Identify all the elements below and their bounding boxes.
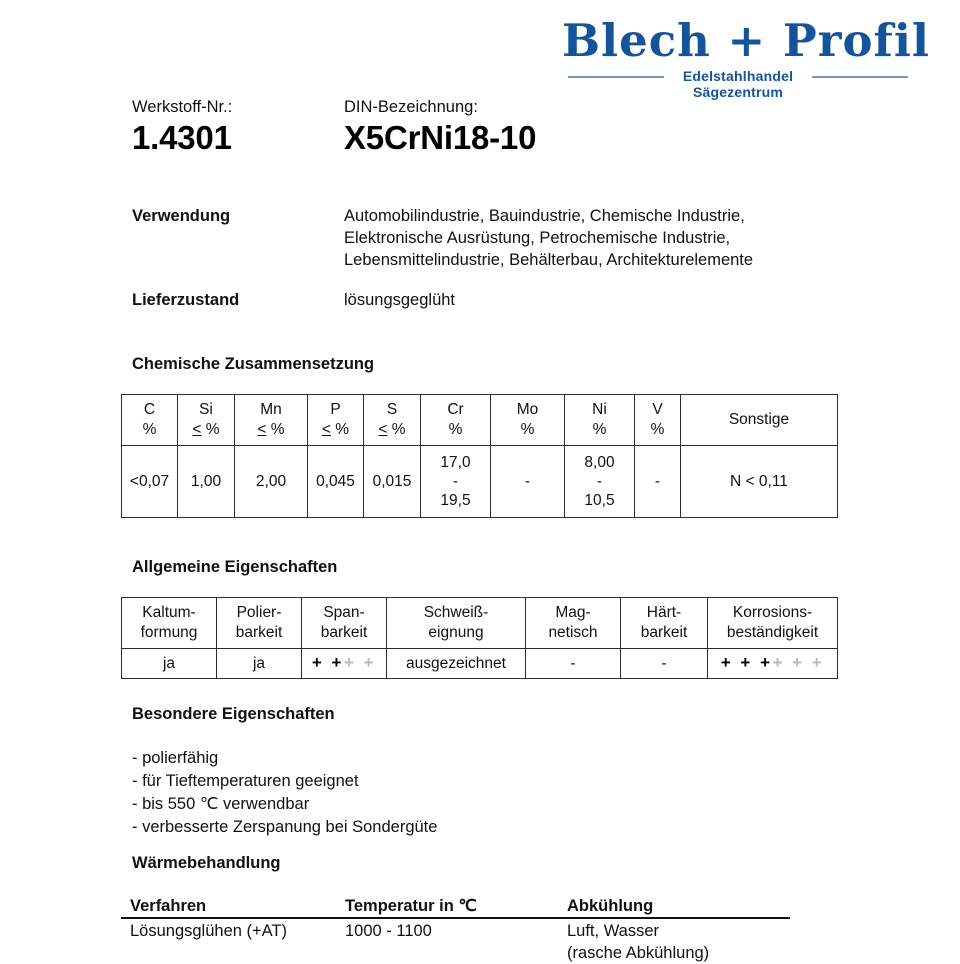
value-schweisseignung: ausgezeichnet bbox=[387, 649, 526, 679]
value-verfahren: Lösungsglühen (+AT) bbox=[130, 922, 287, 940]
spanbarkeit-rating-filled: + + bbox=[311, 653, 344, 672]
col-header-polierbarkeit: Polier- barkeit bbox=[217, 598, 302, 649]
spanbarkeit-rating-empty: + + bbox=[344, 653, 377, 672]
heat-treatment-header-row bbox=[130, 895, 830, 917]
value-ni: 8,00 - 10,5 bbox=[565, 446, 635, 518]
logo-rule-right bbox=[812, 76, 908, 78]
le-sign-si: < bbox=[192, 421, 202, 438]
din-bezeichnung-value: X5CrNi18-10 bbox=[344, 119, 537, 156]
waermebehandlung-heading: Wärmebehandlung bbox=[132, 854, 281, 872]
col-header-schweisseignung: Schweiß- eignung bbox=[387, 598, 526, 649]
korrosion-rating-empty: + + + bbox=[772, 653, 825, 672]
identification-values bbox=[132, 118, 852, 158]
col-header-haertbarkeit: Härt- barkeit bbox=[621, 598, 708, 649]
value-temperatur: 1000 - 1100 bbox=[345, 922, 432, 940]
value-abkuehlung bbox=[567, 920, 830, 964]
value-cr: 17,0 - 19,5 bbox=[421, 446, 491, 518]
value-haertbarkeit: - bbox=[621, 649, 708, 679]
list-item: - verbesserte Zerspanung bei Sondergüte bbox=[132, 818, 438, 836]
heat-treatment-table bbox=[130, 895, 830, 964]
identification-labels bbox=[132, 96, 852, 118]
list-item: - für Tieftemperaturen geeignet bbox=[132, 772, 359, 790]
col-header-si: Si < % bbox=[178, 395, 235, 446]
le-sign-c: < bbox=[129, 472, 139, 490]
col-header-v: V % bbox=[635, 395, 681, 446]
lieferzustand-value: lösungsgeglüht bbox=[344, 291, 456, 309]
verwendung-line-3: Lebensmittelindustrie, Behälterbau, Architekturelemente bbox=[344, 251, 754, 269]
verwendung-row bbox=[132, 205, 852, 271]
col-header-magnetisch: Mag- netisch bbox=[526, 598, 621, 649]
le-sign-mn: < bbox=[257, 421, 267, 438]
value-sonstige: N < 0,11 bbox=[681, 446, 838, 518]
logo-wordmark: Blech + Profil bbox=[562, 14, 931, 67]
col-header-sonstige: Sonstige bbox=[681, 395, 838, 446]
value-mo: - bbox=[491, 446, 565, 518]
werkstoff-nr-label: Werkstoff-Nr.: bbox=[132, 98, 233, 116]
value-abkuehlung-line-2: (rasche Abkühlung) bbox=[567, 944, 710, 962]
value-abkuehlung-line-1: Luft, Wasser bbox=[567, 922, 659, 940]
value-p: 0,045 bbox=[308, 446, 364, 518]
col-header-mn: Mn < % bbox=[235, 395, 308, 446]
werkstoff-nr-value: 1.4301 bbox=[132, 119, 232, 156]
properties-header-row bbox=[122, 598, 838, 649]
col-header-temperatur: Temperatur in ℃ bbox=[345, 897, 477, 915]
verwendung-value bbox=[344, 205, 852, 271]
table-row bbox=[130, 917, 830, 964]
besondere-eigenschaften-heading: Besondere Eigenschaften bbox=[132, 705, 335, 723]
logo-rule-left bbox=[568, 76, 664, 78]
le-sign-s: < bbox=[378, 421, 388, 438]
value-kaltumformung: ja bbox=[122, 649, 217, 679]
logo-subtitle-line-1: Edelstahlhandel bbox=[682, 68, 794, 84]
value-spanbarkeit bbox=[302, 649, 387, 679]
lieferzustand-row bbox=[132, 289, 852, 311]
heat-treatment-header-rule bbox=[121, 917, 790, 919]
value-c: <0,07 bbox=[122, 446, 178, 518]
verwendung-line-1: Automobilindustrie, Bauindustrie, Chemische Industrie, bbox=[344, 207, 745, 225]
din-bezeichnung-label: DIN-Bezeichnung: bbox=[344, 98, 478, 116]
identification-block bbox=[132, 96, 852, 158]
value-mn: 2,00 bbox=[235, 446, 308, 518]
verwendung-line-2: Elektronische Ausrüstung, Petrochemische Industrie, bbox=[344, 229, 731, 247]
col-header-ni: Ni % bbox=[565, 395, 635, 446]
chemical-header-row bbox=[122, 395, 838, 446]
verwendung-label: Verwendung bbox=[132, 207, 231, 225]
col-header-verfahren: Verfahren bbox=[130, 897, 207, 915]
list-item: - bis 550 ℃ verwendbar bbox=[132, 795, 310, 813]
le-sign-p: < bbox=[321, 421, 331, 438]
col-header-korrosionsbestaendigkeit: Korrosions- beständigkeit bbox=[708, 598, 838, 649]
col-header-mo: Mo % bbox=[491, 395, 565, 446]
value-s: 0,015 bbox=[364, 446, 421, 518]
logo-subtitle-line-2: Sägezentrum bbox=[692, 84, 784, 100]
col-header-spanbarkeit: Span- barkeit bbox=[302, 598, 387, 649]
chemical-composition-table bbox=[121, 394, 838, 518]
chemische-zusammensetzung-heading: Chemische Zusammensetzung bbox=[132, 355, 375, 373]
list-item: - polierfähig bbox=[132, 749, 219, 767]
col-header-abkuehlung: Abkühlung bbox=[567, 897, 654, 915]
lieferzustand-label: Lieferzustand bbox=[132, 291, 240, 309]
properties-value-row bbox=[122, 649, 838, 679]
besondere-eigenschaften-list bbox=[132, 747, 832, 839]
general-properties-table bbox=[121, 597, 838, 679]
value-korrosionsbestaendigkeit bbox=[708, 649, 838, 679]
value-magnetisch: - bbox=[526, 649, 621, 679]
value-polierbarkeit: ja bbox=[217, 649, 302, 679]
korrosion-rating-filled: + + + bbox=[720, 653, 773, 672]
company-logo bbox=[562, 14, 931, 100]
allgemeine-eigenschaften-heading: Allgemeine Eigenschaften bbox=[132, 558, 338, 576]
chemical-value-row bbox=[122, 446, 838, 518]
col-header-c: C % bbox=[122, 395, 178, 446]
col-header-p: P < % bbox=[308, 395, 364, 446]
col-header-s: S < % bbox=[364, 395, 421, 446]
col-header-kaltumformung: Kaltum- formung bbox=[122, 598, 217, 649]
value-si: 1,00 bbox=[178, 446, 235, 518]
col-header-cr: Cr % bbox=[421, 395, 491, 446]
value-v: - bbox=[635, 446, 681, 518]
